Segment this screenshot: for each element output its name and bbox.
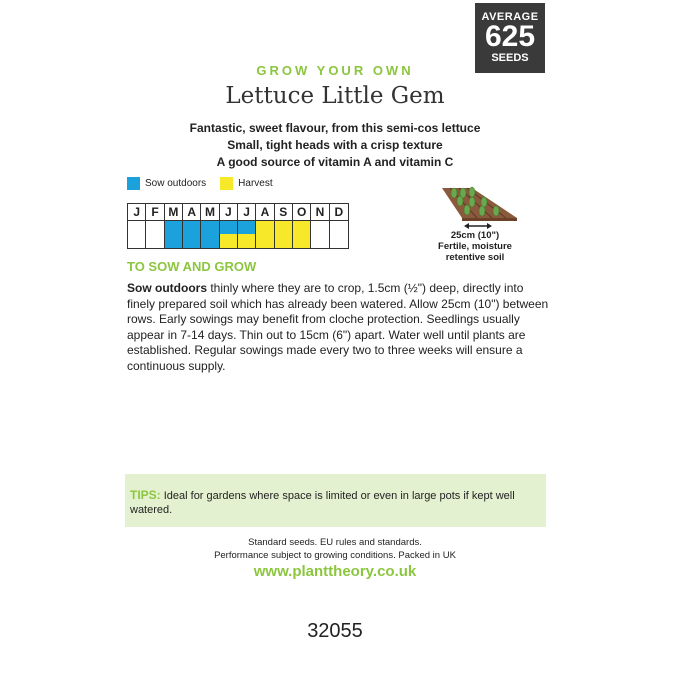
- sow-bar: [201, 221, 218, 248]
- badge-count: 625: [484, 20, 536, 53]
- sow-and-grow-heading: TO SOW AND GROW: [127, 259, 257, 274]
- calendar-month-label: N: [311, 204, 329, 221]
- feature-line: Fantastic, sweet flavour, from this semi-cos lettuce: [189, 121, 481, 135]
- soil-description-line: retentive soil: [445, 252, 505, 263]
- page-title: Lettuce Little Gem: [225, 83, 445, 109]
- calendar-month-cell: [165, 221, 183, 248]
- calendar-month-label: S: [275, 204, 293, 221]
- sow-bar: [183, 221, 200, 248]
- spacing-distance: 25cm (10"): [450, 230, 500, 241]
- standard-line: Performance subject to growing conditions. Packed in UK: [214, 550, 456, 561]
- harvest-bar: [293, 221, 310, 248]
- feature-list: [0, 120, 670, 171]
- legend-sow-label: Sow outdoors: [145, 178, 207, 189]
- harvest-bar: [275, 221, 292, 248]
- calendar-bar-row: [128, 221, 348, 248]
- calendar-month-label: J: [128, 204, 146, 221]
- tips-label: TIPS:: [130, 488, 161, 502]
- sow-bar: [220, 221, 237, 234]
- calendar-month-label: F: [146, 204, 164, 221]
- harvest-bar: [220, 234, 237, 248]
- soil-description-line: Fertile, moisture: [438, 241, 512, 252]
- feature-line: A good source of vitamin A and vitamin C: [216, 155, 454, 169]
- calendar-month-cell: [183, 221, 201, 248]
- calendar-month-label: O: [293, 204, 311, 221]
- tips-box: [125, 474, 546, 527]
- grow-your-own-heading: GROW YOUR OWN: [256, 63, 414, 78]
- sow-bar: [165, 221, 182, 248]
- spacing-info: [420, 230, 530, 263]
- sow-outdoors-lead: Sow outdoors: [127, 281, 207, 295]
- sow-swatch: [127, 177, 140, 190]
- calendar-month-label: J: [220, 204, 238, 221]
- calendar-month-cell: [238, 221, 256, 248]
- calendar-month-cell: [220, 221, 238, 248]
- harvest-bar: [256, 221, 273, 248]
- calendar-month-cell: [275, 221, 293, 248]
- calendar-month-cell: [311, 221, 329, 248]
- standard-seeds-note: [0, 536, 670, 562]
- standard-line: Standard seeds. EU rules and standards.: [248, 537, 422, 548]
- calendar-month-label: A: [256, 204, 274, 221]
- legend-harvest: [220, 177, 272, 190]
- feature-line: Small, tight heads with a crisp texture: [227, 138, 443, 152]
- calendar-month-label: M: [201, 204, 219, 221]
- sow-bar: [238, 221, 255, 234]
- calendar-month-cell: [201, 221, 219, 248]
- calendar-month-row: [128, 204, 348, 221]
- harvest-bar: [238, 234, 255, 248]
- tips-text: Ideal for gardens where space is limited or even in large pots if kept well watered.: [130, 490, 515, 516]
- legend-harvest-label: Harvest: [238, 178, 273, 189]
- website-link[interactable]: www.planttheory.co.uk: [253, 563, 417, 580]
- calendar-legend: [127, 177, 287, 190]
- sow-instructions: thinly where they are to crop, 1.5cm (½") deep, directly into finely prepared soil which has already been watered. Allow 25cm (10") between rows. Early sowings may benefit from cloche protection. Seedlings usually appear in 7-14 days. Thin out to 15cm (6") apart. Water well until plants are established. Regular sowings made every two to three weeks will ensure a continuous supply.: [127, 281, 549, 373]
- legend-sow: [127, 177, 206, 190]
- calendar-month-cell: [330, 221, 348, 248]
- calendar-month-cell: [256, 221, 274, 248]
- badge-average-label: AVERAGE: [481, 11, 539, 23]
- calendar-month-cell: [146, 221, 164, 248]
- calendar-month-cell: [293, 221, 311, 248]
- product-code: 32055: [307, 620, 363, 642]
- sowing-calendar: [127, 203, 349, 249]
- calendar-month-label: D: [330, 204, 348, 221]
- calendar-month-label: J: [238, 204, 256, 221]
- calendar-month-cell: [128, 221, 146, 248]
- sow-and-grow-text: [127, 281, 552, 374]
- harvest-swatch: [220, 177, 233, 190]
- badge-seeds-label: SEEDS: [491, 52, 529, 64]
- calendar-month-label: A: [183, 204, 201, 221]
- calendar-month-label: M: [165, 204, 183, 221]
